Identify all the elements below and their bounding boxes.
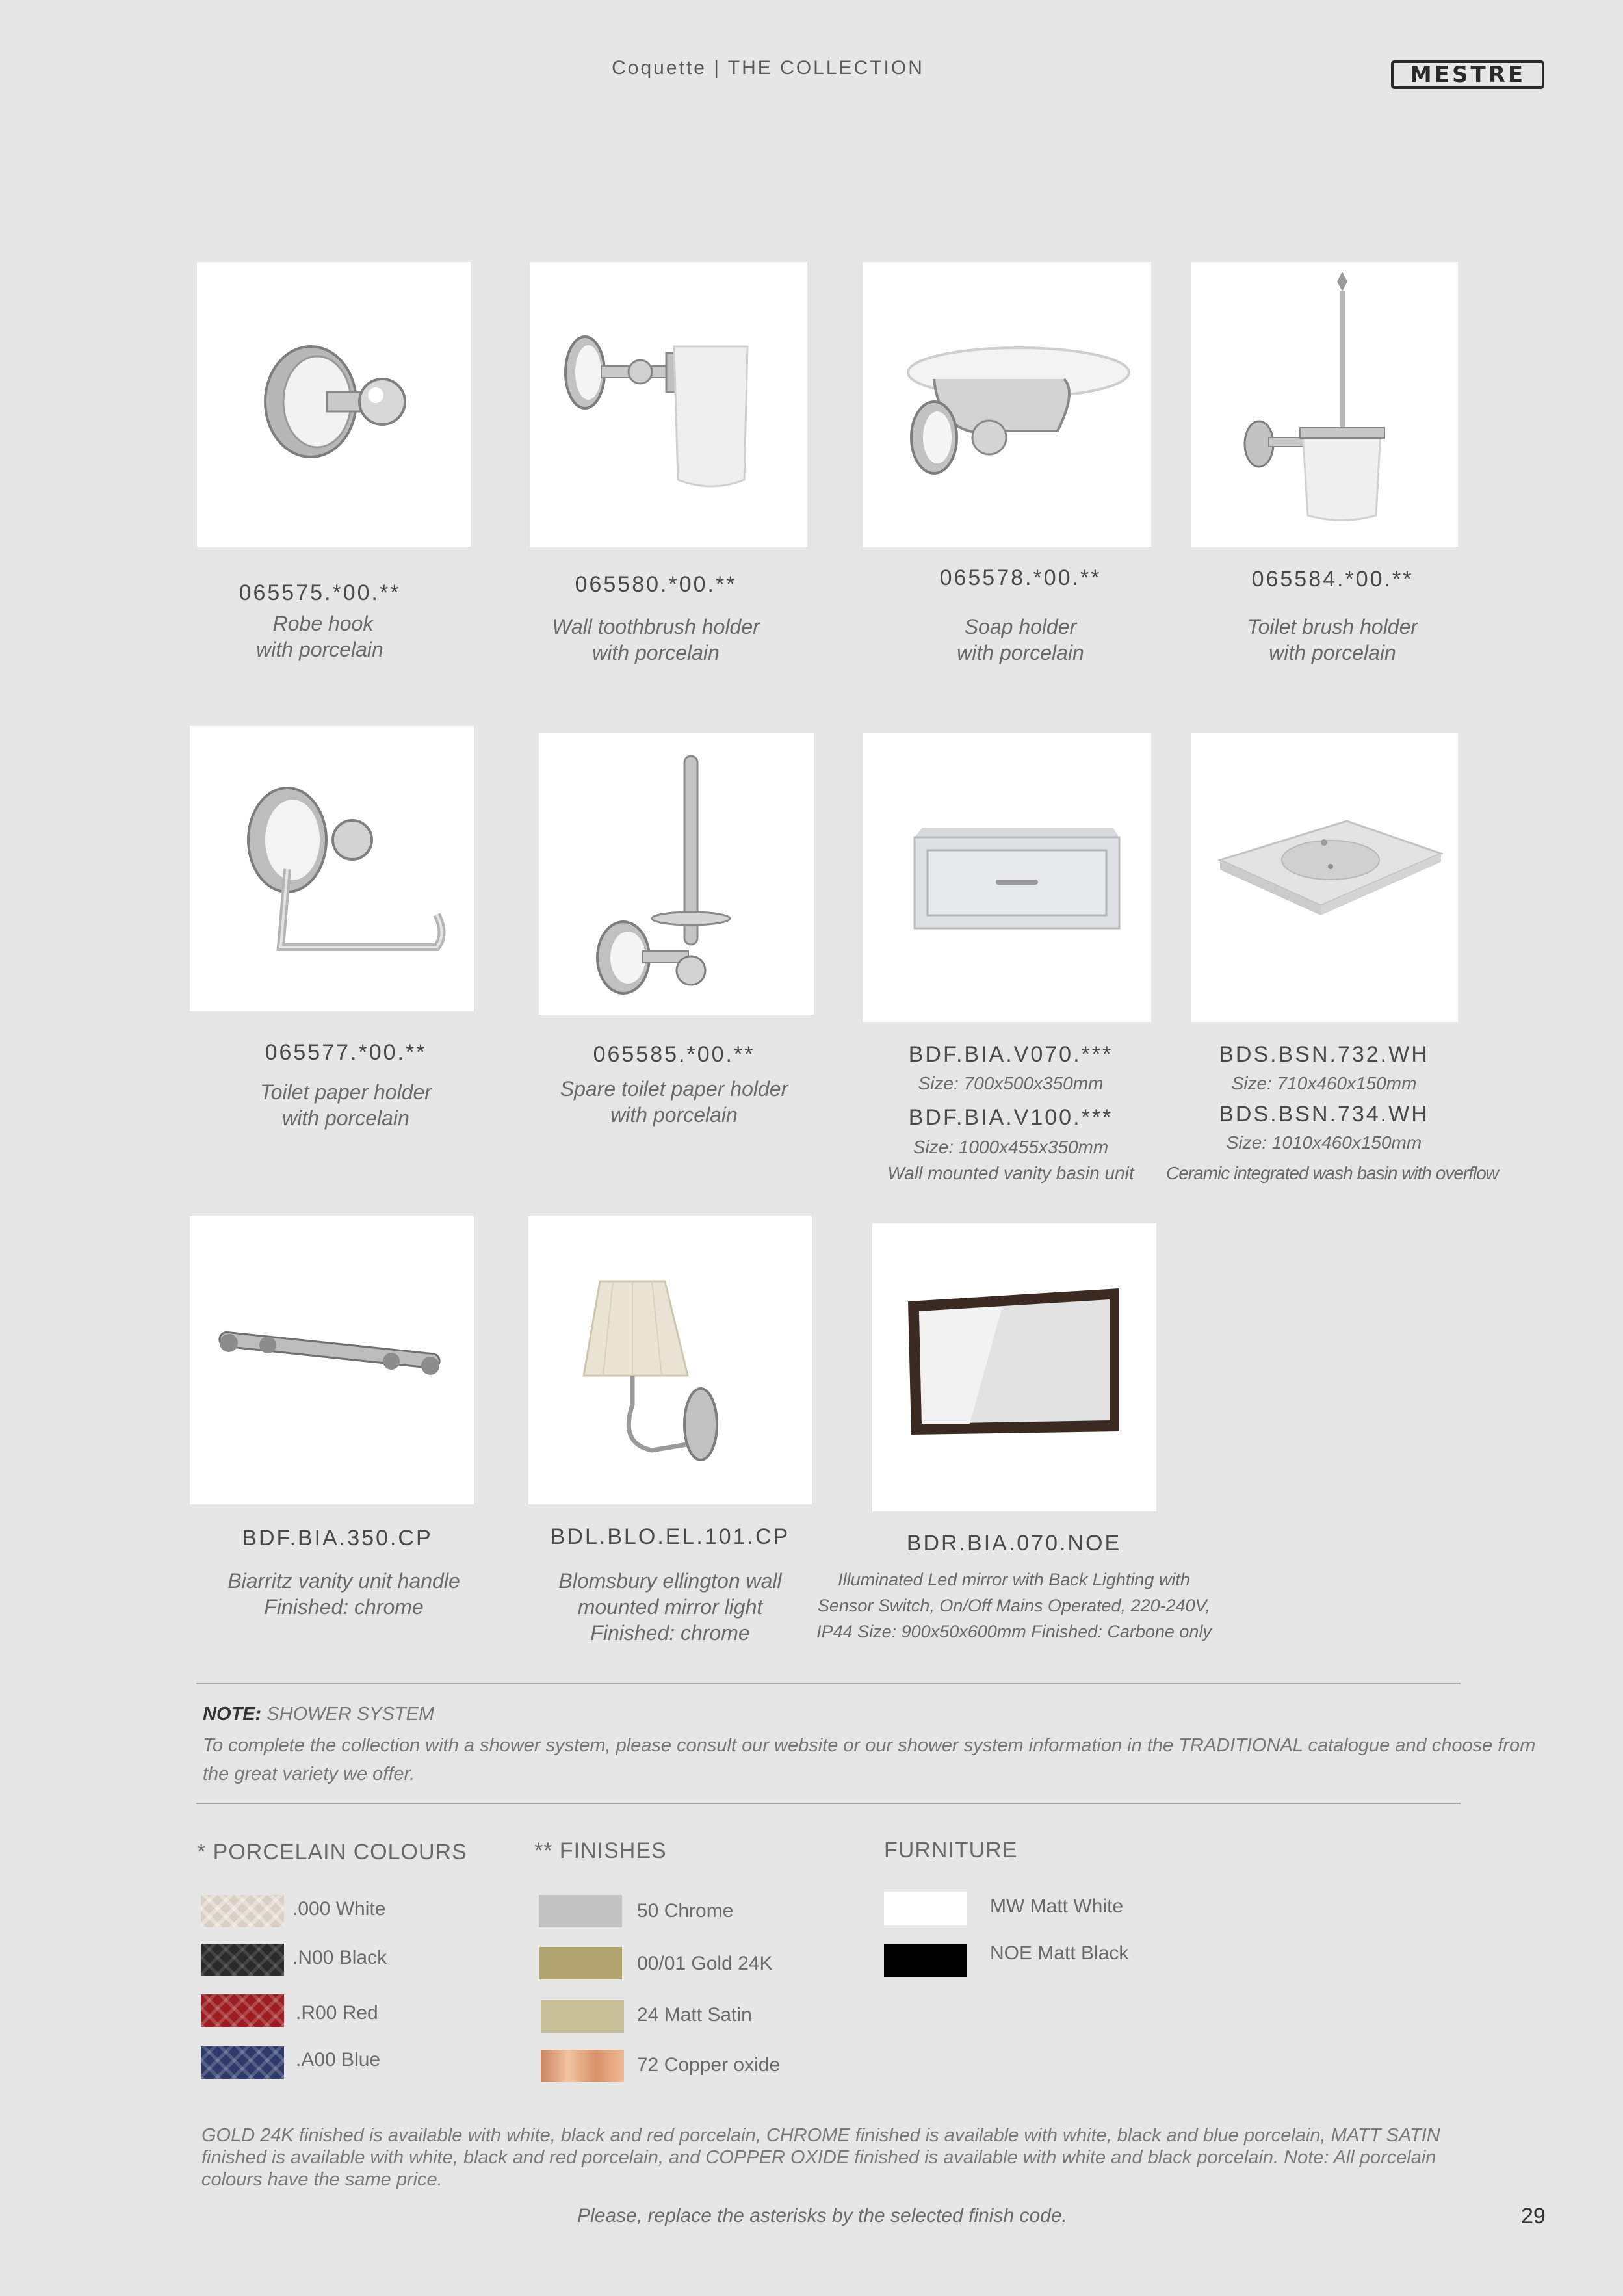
product-image-wall-light <box>528 1216 812 1504</box>
swatch-blue-porcelain <box>201 2046 284 2079</box>
product-code: 065575.*00.** <box>239 581 401 605</box>
product-description: with porcelain <box>957 641 1084 664</box>
product-description: with porcelain <box>1269 641 1396 664</box>
product-description: Robe hook <box>272 612 374 635</box>
vanity-unit-icon <box>863 733 1151 1022</box>
product-image-spare-paper-holder <box>539 733 814 1015</box>
page-number: 29 <box>1521 2204 1546 2228</box>
product-image-vanity-handle <box>190 1216 474 1504</box>
product-code: BDF.BIA.350.CP <box>242 1526 433 1550</box>
product-description: Finished: chrome <box>590 1621 750 1645</box>
product-description: Illuminated Led mirror with Back Lighting with <box>838 1570 1190 1589</box>
swatch-label: 00/01 Gold 24K <box>637 1953 773 1974</box>
product-description: Soap holder <box>964 615 1077 638</box>
product-code-secondary: BDS.BSN.734.WH <box>1219 1102 1429 1127</box>
furniture-heading: FURNITURE <box>884 1838 1018 1862</box>
finishes-heading: ** FINISHES <box>534 1838 667 1863</box>
product-description: Wall mounted vanity basin unit <box>887 1163 1134 1183</box>
toilet-brush-holder-icon <box>1191 262 1458 547</box>
product-image-wash-basin <box>1191 733 1458 1022</box>
product-description: with porcelain <box>592 641 720 664</box>
product-image-toothbrush-holder <box>530 262 807 547</box>
swatch-copper-oxide <box>541 2050 624 2082</box>
swatch-gold-24k <box>539 1947 622 1979</box>
product-code: 065578.*00.** <box>939 566 1102 590</box>
product-code: 065577.*00.** <box>265 1040 427 1065</box>
spare-paper-holder-icon <box>539 733 814 1015</box>
robe-hook-icon <box>197 262 471 547</box>
product-code: BDS.BSN.732.WH <box>1219 1042 1429 1067</box>
swatch-matt-white <box>884 1892 967 1925</box>
product-description: mounted mirror light <box>577 1595 763 1619</box>
availability-note: GOLD 24K finished is available with white, black and red porcelain, CHROME finished is available with white, black and blue porcelain, MATT SATIN finished is available with white, black and red porcelain, and COPPER OXIDE finished is available with white and black porcelain. Note: All porcelain colours have the same price. <box>201 2125 1440 2190</box>
product-size: Size: 1010x460x150mm <box>1226 1132 1422 1153</box>
product-image-vanity-unit <box>863 733 1151 1022</box>
product-image-toilet-brush-holder <box>1191 262 1458 547</box>
note-text: the great variety we offer. <box>203 1764 415 1784</box>
product-description: with porcelain <box>610 1103 738 1127</box>
swatch-matt-black <box>884 1944 967 1977</box>
note-heading <box>203 1699 434 1729</box>
porcelain-colours-heading: * PORCELAIN COLOURS <box>197 1840 467 1864</box>
product-description: Wall toothbrush holder <box>552 615 760 638</box>
swatch-red-porcelain <box>201 1994 284 2027</box>
product-description: Toilet paper holder <box>260 1080 432 1104</box>
asterisk-note: Please, replace the asterisks by the selected finish code. <box>577 2205 1067 2226</box>
swatch-label: .000 White <box>292 1898 386 1920</box>
product-size: Size: 1000x455x350mm <box>913 1137 1109 1157</box>
product-description: Biarritz vanity unit handle <box>227 1569 460 1593</box>
swatch-label: .R00 Red <box>296 2002 378 2024</box>
note-label: NOTE: <box>203 1704 262 1725</box>
wall-light-icon <box>528 1216 812 1504</box>
swatch-label: 72 Copper oxide <box>637 2054 781 2076</box>
product-description: with porcelain <box>256 638 383 661</box>
product-size: Size: 710x460x150mm <box>1231 1073 1417 1093</box>
product-image-soap-holder <box>863 262 1151 547</box>
note-title: SHOWER SYSTEM <box>266 1704 435 1725</box>
swatch-label: 50 Chrome <box>637 1900 734 1922</box>
swatch-label: MW Matt White <box>990 1896 1124 1917</box>
brand-logo: MESTRE <box>1391 60 1544 89</box>
divider <box>196 1803 1461 1804</box>
swatch-label: 24 Matt Satin <box>637 2004 752 2026</box>
product-description: Finished: chrome <box>264 1595 424 1619</box>
product-code: BDR.BIA.070.NOE <box>906 1531 1122 1556</box>
product-image-toilet-paper-holder <box>190 726 474 1011</box>
toothbrush-holder-icon <box>530 262 807 547</box>
vanity-handle-icon <box>190 1216 474 1504</box>
page-title: Coquette | THE COLLECTION <box>612 57 924 79</box>
product-code: 065585.*00.** <box>593 1042 755 1067</box>
note-text: To complete the collection with a shower system, please consult our website or our shower system information in the TRADITIONAL catalogue and choose from <box>203 1735 1536 1756</box>
product-code: BDL.BLO.EL.101.CP <box>550 1524 790 1549</box>
product-description: Spare toilet paper holder <box>560 1077 788 1101</box>
wash-basin-icon <box>1191 733 1458 1022</box>
swatch-black-porcelain <box>201 1944 284 1976</box>
swatch-label: .A00 Blue <box>296 2049 381 2070</box>
product-description: Toilet brush holder <box>1247 615 1418 638</box>
divider <box>196 1683 1461 1684</box>
product-description: Sensor Switch, On/Off Mains Operated, 220-240V, <box>817 1596 1211 1615</box>
swatch-chrome <box>539 1895 622 1927</box>
swatch-matt-satin <box>541 2000 624 2033</box>
swatch-label: .N00 Black <box>292 1947 387 1968</box>
product-code: 065584.*00.** <box>1251 567 1414 592</box>
toilet-paper-holder-icon <box>190 726 474 1011</box>
product-size: Size: 700x500x350mm <box>918 1073 1104 1093</box>
product-image-mirror <box>872 1223 1156 1511</box>
mirror-icon <box>872 1223 1156 1511</box>
product-code: BDF.BIA.V070.*** <box>908 1042 1113 1067</box>
product-description: Ceramic integrated wash basin with overflow <box>1166 1163 1499 1183</box>
product-description: Blomsbury ellington wall <box>558 1569 782 1593</box>
product-image-robe-hook <box>197 262 471 547</box>
product-code-secondary: BDF.BIA.V100.*** <box>908 1105 1113 1130</box>
swatch-label: NOE Matt Black <box>990 1942 1129 1964</box>
swatch-white-porcelain <box>201 1895 284 1927</box>
soap-holder-icon <box>863 262 1151 547</box>
product-description: IP44 Size: 900x50x600mm Finished: Carbone only <box>816 1622 1212 1641</box>
product-description: with porcelain <box>282 1106 409 1130</box>
product-code: 065580.*00.** <box>575 572 737 597</box>
